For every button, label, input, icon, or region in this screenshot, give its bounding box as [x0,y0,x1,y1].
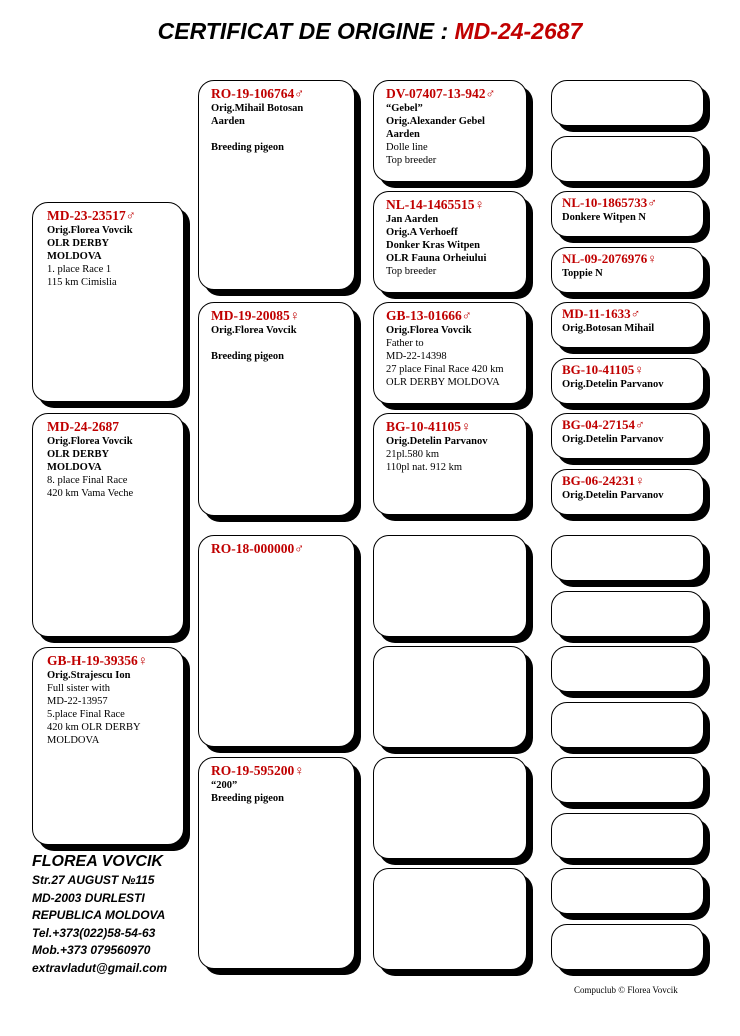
pigeon-info-line: Breeding pigeon [211,142,285,153]
pigeon-info-line: Jan Aarden [386,214,439,225]
ring-number: MD-11-1633♂ [562,306,641,321]
pigeon-card-gg3 [373,302,527,404]
pigeon-info-line: Donker Kras Witpen [386,240,480,251]
pigeon-info-line: Aarden [386,129,420,140]
pigeon-info-line: Orig.Detelin Parvanov [562,379,664,390]
pigeon-info-line: Aarden [211,116,245,127]
owner-city: MD-2003 DURLESTI [32,890,145,905]
pigeon-card-grandsire-maternal [198,535,355,747]
pigeon-card-gg6-empty [373,646,527,748]
owner-contact-block [32,852,167,977]
pigeon-card-grandsire-paternal [198,80,355,290]
title-ring-number: MD-24-2687 [454,18,583,44]
pigeon-info-line: Orig.Florea Vovcik [386,325,472,336]
pigeon-card-dam [32,647,184,845]
ring-number: GB-H-19-39356♀ [47,653,148,668]
pigeon-card-ggg2-empty [551,136,704,182]
pigeon-card-ggg4 [551,247,704,293]
ring-number: NL-14-1465515♀ [386,197,485,212]
pigeon-card-ggg1-empty [551,80,704,126]
pigeon-info-line: Toppie N [562,268,603,279]
pigeon-info-line: Orig.Detelin Parvanov [562,434,664,445]
pigeon-card-gg4 [373,413,527,515]
owner-phone: Tel.+373(022)58-54-63 [32,925,156,940]
pigeon-info-line: OLR DERBY MOLDOVA [386,377,500,388]
pigeon-info-line: Orig.Detelin Parvanov [562,490,664,501]
pigeon-info-line: Orig.Florea Vovcik [211,325,297,336]
spacer [211,337,346,350]
ring-number: BG-10-41105♀ [386,419,472,434]
pigeon-card-ggg9-empty [551,535,704,581]
pigeon-info-line: 115 km Cimislia [47,277,117,288]
owner-mobile: Mob.+373 079560970 [32,943,151,957]
pigeon-card-ggg14-empty [551,813,704,859]
pigeon-info-line: Orig.Florea Vovcik [47,436,133,447]
pigeon-info-line: Father to [386,338,424,349]
pigeon-info-line: Top breeder [386,155,437,166]
pigeon-card-gg7-empty [373,757,527,859]
pigeon-info-line: Orig.Mihail Botosan [211,103,304,114]
pigeon-card-ggg8 [551,469,704,515]
pigeon-card-ggg6 [551,358,704,404]
pigeon-card-ggg3 [551,191,704,237]
ring-number: MD-24-2687 [47,419,119,434]
pigeon-info-line: 5.place Final Race [47,709,125,720]
ring-number: GB-13-01666♂ [386,308,472,323]
pigeon-card-ggg7 [551,413,704,459]
pigeon-info-line: Breeding pigeon [211,793,285,804]
pigeon-info-line: 110pl nat. 912 km [386,462,463,473]
pigeon-card-ggg10-empty [551,591,704,637]
pigeon-info-line: 21pl.580 km [386,449,440,460]
footer-credit: Compuclub © Florea Vovcik [574,985,678,995]
pigeon-card-sire [32,202,184,402]
pigeon-info-line: OLR Fauna Orheiului [386,253,487,264]
ring-number: MD-23-23517♂ [47,208,136,223]
pigeon-info-line: MOLDOVA [47,735,100,746]
pigeon-card-ggg13-empty [551,757,704,803]
title-label: CERTIFICAT DE ORIGINE : [157,18,449,44]
pigeon-info-line: Donkere Witpen N [562,212,647,223]
pigeon-card-ggg15-empty [551,868,704,914]
pigeon-card-ggg11-empty [551,646,704,692]
pigeon-info-line: Top breeder [386,266,437,277]
pigeon-card-granddam-maternal [198,757,355,969]
ring-number: RO-18-000000♂ [211,541,305,556]
pigeon-info-line: “200” [211,780,238,791]
pigeon-info-line: 420 km OLR DERBY [47,722,141,733]
certificate-title [0,18,740,45]
ring-number: BG-10-41105♀ [562,362,644,377]
ring-number: RO-19-595200♀ [211,763,305,778]
pigeon-info-line: Orig.Botosan Mihail [562,323,655,334]
owner-name: FLOREA VOVCIK [32,853,163,870]
pigeon-info-line: MOLDOVA [47,251,102,262]
pigeon-info-line: 1. place Race 1 [47,264,112,275]
pigeon-info-line: Orig.Strajescu Ion [47,670,131,681]
pigeon-info-line: OLR DERBY [47,238,110,249]
pigeon-card-subject [32,413,184,637]
ring-number: BG-04-27154♂ [562,417,645,432]
owner-email[interactable]: extravladut@gmail.com [32,960,168,975]
pigeon-card-ggg5 [551,302,704,348]
ring-number: NL-10-1865733♂ [562,195,657,210]
ring-number: RO-19-106764♂ [211,86,305,101]
pigeon-info-line: MD-22-13957 [47,696,108,707]
pigeon-info-line: MOLDOVA [47,462,102,473]
pigeon-card-ggg12-empty [551,702,704,748]
owner-street: Str.27 AUGUST №115 [32,873,155,887]
pigeon-card-ggg16-empty [551,924,704,970]
ring-number: BG-06-24231♀ [562,473,645,488]
pigeon-info-line: OLR DERBY [47,449,110,460]
ring-number: DV-07407-13-942♂ [386,86,496,101]
pigeon-info-line: Breeding pigeon [211,351,285,362]
pigeon-info-line: “Gebel” [386,103,423,114]
ring-number: MD-19-20085♀ [211,308,300,323]
pigeon-info-line: Orig.Detelin Parvanov [386,436,488,447]
pigeon-info-line: Full sister with [47,683,111,694]
pigeon-info-line: Orig.Alexander Gebel [386,116,485,127]
pigeon-card-gg5-empty [373,535,527,637]
pigeon-info-line: Orig.Florea Vovcik [47,225,133,236]
spacer [211,128,346,141]
ring-number: NL-09-2076976♀ [562,251,657,266]
pigeon-card-gg8-empty [373,868,527,970]
pigeon-card-gg1 [373,80,527,182]
pigeon-info-line: Dolle line [386,142,428,153]
pigeon-info-line: 27 place Final Race 420 km [386,364,504,375]
owner-country: REPUBLICA MOLDOVA [32,908,166,922]
pigeon-info-line: 420 km Vama Veche [47,488,134,499]
pigeon-info-line: Orig.A Verhoeff [386,227,458,238]
pigeon-card-granddam-paternal [198,302,355,516]
pigeon-info-line: MD-22-14398 [386,351,447,362]
pigeon-card-gg2 [373,191,527,293]
pigeon-info-line: 8. place Final Race [47,475,128,486]
